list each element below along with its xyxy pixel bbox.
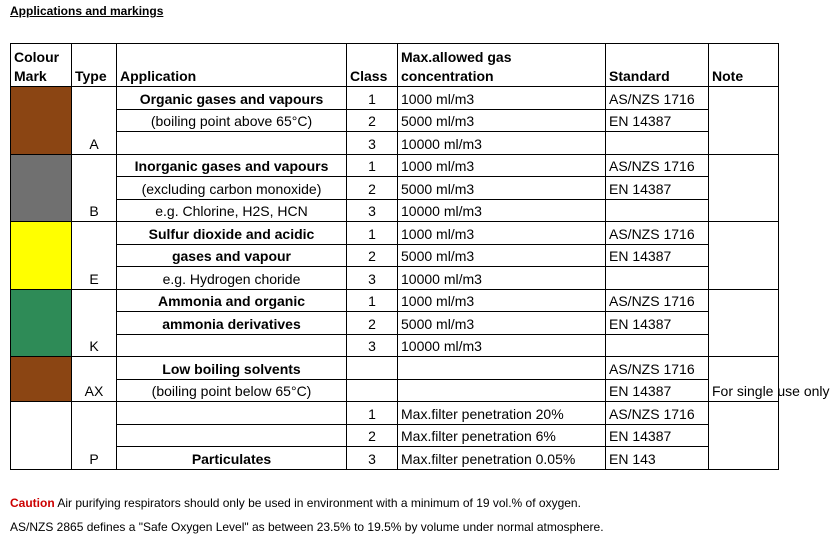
table-row <box>11 402 779 425</box>
standard-cell: AS/NZS 1716 <box>606 357 709 380</box>
class-cell: 1 <box>347 87 398 110</box>
class-cell: 2 <box>347 109 398 132</box>
application-cell: Low boiling solvents <box>117 357 347 380</box>
note-cell <box>709 87 779 155</box>
table-row <box>11 199 779 222</box>
caution-note <box>10 496 581 510</box>
application-cell: (boiling point above 65°C) <box>117 109 347 132</box>
table-row <box>11 109 779 132</box>
note-cell: For single use only <box>709 357 779 402</box>
max-gas-cell: 10000 ml/m3 <box>398 199 606 222</box>
table-row <box>11 424 779 447</box>
application-cell: Particulates <box>117 447 347 470</box>
application-cell: Sulfur dioxide and acidic <box>117 222 347 245</box>
application-cell <box>117 402 347 425</box>
application-cell <box>117 334 347 357</box>
application-cell: Ammonia and organic <box>117 289 347 312</box>
table-row <box>11 334 779 357</box>
caution-text: Air purifying respirators should only be used in environment with a minimum of 19 vol.% of oxygen. <box>54 496 581 510</box>
standard-cell: AS/NZS 1716 <box>606 402 709 425</box>
table-row <box>11 289 779 312</box>
max-gas-cell: 1000 ml/m3 <box>398 87 606 110</box>
table-row <box>11 447 779 470</box>
table-row <box>11 154 779 177</box>
application-cell <box>117 132 347 155</box>
max-gas-cell: Max.filter penetration 0.05% <box>398 447 606 470</box>
note-cell <box>709 289 779 357</box>
type-cell: E <box>72 222 117 290</box>
standard-cell <box>606 132 709 155</box>
class-cell: 3 <box>347 267 398 290</box>
colour-mark-swatch <box>11 357 72 402</box>
max-gas-cell: 10000 ml/m3 <box>398 132 606 155</box>
max-gas-cell: Max.filter penetration 20% <box>398 402 606 425</box>
max-gas-cell: 5000 ml/m3 <box>398 312 606 335</box>
header-class: Class <box>347 44 398 87</box>
standard-cell: EN 14387 <box>606 109 709 132</box>
type-cell: P <box>72 402 117 470</box>
standard-cell: EN 14387 <box>606 312 709 335</box>
class-cell: 1 <box>347 222 398 245</box>
class-cell: 3 <box>347 199 398 222</box>
note-cell <box>709 222 779 290</box>
table-row <box>11 132 779 155</box>
header-colour-mark: Colour Mark <box>11 44 72 87</box>
class-cell: 2 <box>347 312 398 335</box>
note-cell <box>709 154 779 222</box>
table-row <box>11 244 779 267</box>
application-cell <box>117 424 347 447</box>
max-gas-cell: 10000 ml/m3 <box>398 267 606 290</box>
max-gas-cell <box>398 379 606 402</box>
standard-cell: EN 143 <box>606 447 709 470</box>
standard-cell: AS/NZS 1716 <box>606 222 709 245</box>
max-gas-cell: 5000 ml/m3 <box>398 177 606 200</box>
max-gas-cell <box>398 357 606 380</box>
table-row <box>11 357 779 380</box>
standard-cell <box>606 267 709 290</box>
class-cell: 1 <box>347 154 398 177</box>
colour-mark-swatch <box>11 87 72 155</box>
application-cell: e.g. Chlorine, H2S, HCN <box>117 199 347 222</box>
table-row <box>11 222 779 245</box>
application-cell: (boiling point below 65°C) <box>117 379 347 402</box>
class-cell: 1 <box>347 289 398 312</box>
standard-cell: EN 14387 <box>606 244 709 267</box>
standard-cell <box>606 334 709 357</box>
standard-cell: AS/NZS 1716 <box>606 289 709 312</box>
max-gas-cell: 1000 ml/m3 <box>398 289 606 312</box>
header-note: Note <box>709 44 779 87</box>
caution-label: Caution <box>10 496 55 510</box>
header-application: Application <box>117 44 347 87</box>
class-cell <box>347 379 398 402</box>
type-cell: K <box>72 289 117 357</box>
class-cell: 2 <box>347 424 398 447</box>
max-gas-cell: 5000 ml/m3 <box>398 244 606 267</box>
table-row <box>11 379 779 402</box>
max-gas-cell: 1000 ml/m3 <box>398 154 606 177</box>
table-row <box>11 87 779 110</box>
type-cell: AX <box>72 357 117 402</box>
max-gas-cell: 1000 ml/m3 <box>398 222 606 245</box>
max-gas-cell: 10000 ml/m3 <box>398 334 606 357</box>
type-cell: B <box>72 154 117 222</box>
applications-table <box>10 43 830 470</box>
table-row <box>11 312 779 335</box>
class-cell: 3 <box>347 334 398 357</box>
header-type: Type <box>72 44 117 87</box>
header-row <box>11 44 779 87</box>
header-standard: Standard <box>606 44 709 87</box>
application-cell: gases and vapour <box>117 244 347 267</box>
class-cell: 2 <box>347 244 398 267</box>
application-cell: (excluding carbon monoxide) <box>117 177 347 200</box>
standard-cell: AS/NZS 1716 <box>606 154 709 177</box>
max-gas-cell: 5000 ml/m3 <box>398 109 606 132</box>
asnzs-note: AS/NZS 2865 defines a "Safe Oxygen Level" as between 23.5% to 19.5% by volume under normal atmosphere. <box>10 520 604 534</box>
standard-cell <box>606 199 709 222</box>
application-cell: ammonia derivatives <box>117 312 347 335</box>
colour-mark-swatch <box>11 154 72 222</box>
standard-cell: EN 14387 <box>606 177 709 200</box>
class-cell: 2 <box>347 177 398 200</box>
class-cell: 3 <box>347 447 398 470</box>
table-row <box>11 177 779 200</box>
standard-cell: EN 14387 <box>606 379 709 402</box>
table-row <box>11 267 779 290</box>
application-cell: e.g. Hydrogen choride <box>117 267 347 290</box>
class-cell: 3 <box>347 132 398 155</box>
colour-mark-swatch <box>11 402 72 470</box>
max-gas-cell: Max.filter penetration 6% <box>398 424 606 447</box>
standard-cell: AS/NZS 1716 <box>606 87 709 110</box>
class-cell: 1 <box>347 402 398 425</box>
page-heading: Applications and markings <box>10 4 164 18</box>
application-cell: Organic gases and vapours <box>117 87 347 110</box>
header-max-gas: Max.allowed gas concentration <box>398 44 606 87</box>
colour-mark-swatch <box>11 289 72 357</box>
class-cell <box>347 357 398 380</box>
colour-mark-swatch <box>11 222 72 290</box>
type-cell: A <box>72 87 117 155</box>
application-cell: Inorganic gases and vapours <box>117 154 347 177</box>
note-cell <box>709 402 779 470</box>
standard-cell: EN 14387 <box>606 424 709 447</box>
